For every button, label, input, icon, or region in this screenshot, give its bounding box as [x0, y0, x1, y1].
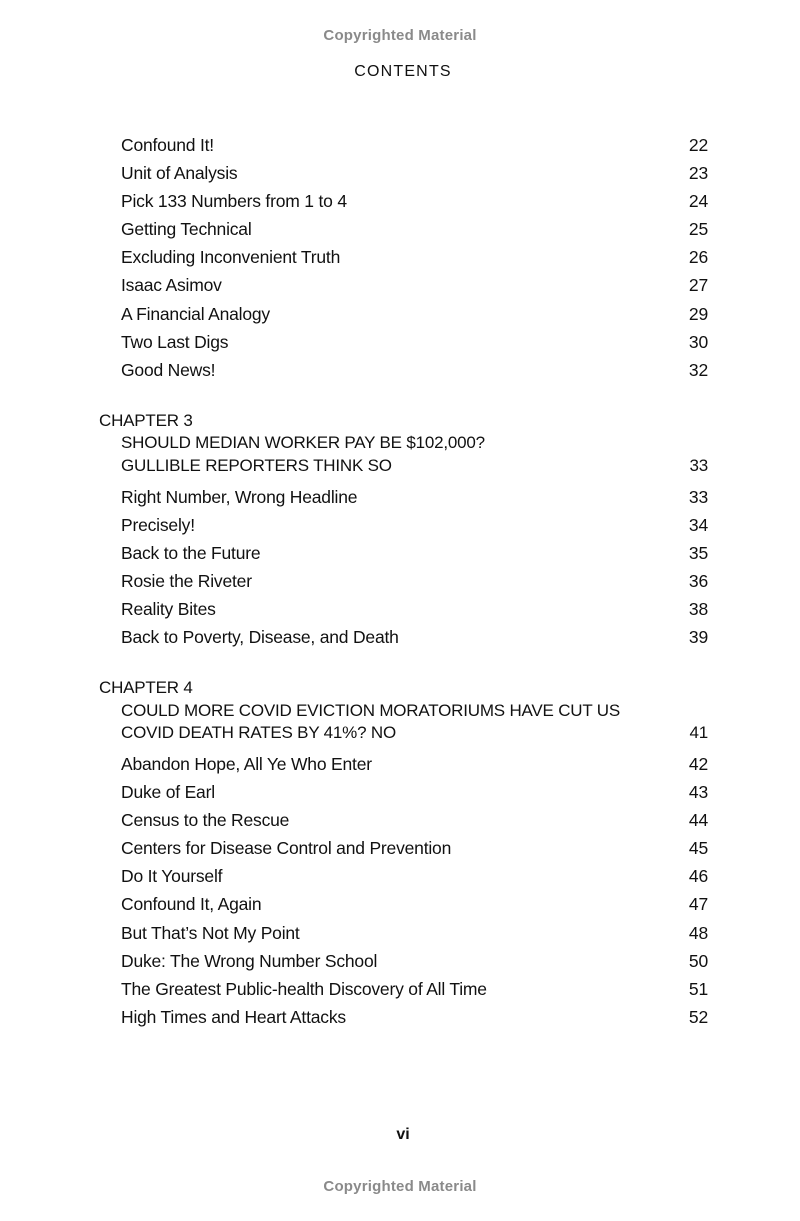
chapter-label: CHAPTER 3	[99, 410, 193, 430]
toc-entry[interactable]	[0, 834, 800, 862]
chapter-title-row[interactable]	[0, 432, 800, 455]
toc-entry-page: 24	[688, 191, 708, 212]
toc-entry[interactable]	[0, 567, 800, 595]
toc-entry[interactable]	[0, 271, 800, 299]
toc-entry-page: 22	[688, 135, 708, 155]
page-number: vi	[396, 1126, 410, 1143]
toc-entry[interactable]	[0, 862, 800, 890]
toc-entry-page: 48	[688, 922, 708, 943]
toc-entry[interactable]	[0, 947, 800, 975]
toc-entry[interactable]	[0, 483, 800, 511]
toc-entry-page: 52	[688, 1006, 708, 1027]
toc-entry[interactable]	[0, 975, 800, 1003]
toc-entry-page: 45	[688, 838, 708, 859]
toc-entry-title: Centers for Disease Control and Prevention	[121, 838, 452, 859]
toc-entry[interactable]	[0, 595, 800, 623]
toc-entry[interactable]	[0, 890, 800, 918]
chapter-title-line-1: COULD MORE COVID EVICTION MORATORIUMS HAVE CUT US	[121, 700, 620, 720]
toc-entry-page: 42	[688, 753, 708, 774]
toc-entry-title: Duke: The Wrong Number School	[121, 950, 378, 971]
toc-entry[interactable]	[0, 300, 800, 328]
toc-entry-page: 23	[688, 163, 708, 184]
toc-entry-page: 32	[688, 359, 708, 380]
toc-entry-title: Do It Yourself	[121, 866, 223, 887]
toc-entry-title: Census to the Rescue	[121, 810, 290, 831]
chapter-label: CHAPTER 4	[99, 678, 193, 698]
chapter-title-row[interactable]	[0, 722, 800, 745]
copyright-watermark-bottom: Copyrighted Material	[323, 1178, 477, 1195]
toc-entry-title: Unit of Analysis	[121, 163, 238, 184]
toc-entry[interactable]	[0, 806, 800, 834]
chapter-page: 41	[689, 723, 708, 743]
toc-entry-page: 26	[688, 247, 708, 268]
toc-entry-title: Abandon Hope, All Ye Who Enter	[121, 753, 372, 774]
chapter-page: 33	[689, 456, 708, 476]
toc-entry[interactable]	[0, 1003, 800, 1031]
toc-entry[interactable]	[0, 919, 800, 947]
toc-entry[interactable]	[0, 511, 800, 539]
toc-entry[interactable]	[0, 623, 800, 651]
toc-entry-title: Getting Technical	[121, 219, 252, 240]
toc-entry[interactable]	[0, 328, 800, 356]
toc-entry-page: 36	[688, 570, 708, 591]
toc-entry-title: Back to Poverty, Disease, and Death	[121, 627, 399, 648]
toc-entry-title: Pick 133 Numbers from 1 to 4	[121, 191, 347, 212]
toc-entry[interactable]	[0, 215, 800, 243]
toc-entry-title: Precisely!	[121, 514, 195, 535]
chapter-title-row[interactable]	[0, 700, 800, 723]
toc-entry-title: Back to the Future	[121, 542, 261, 563]
chapter-title-line-2: GULLIBLE REPORTERS THINK SO	[121, 456, 392, 476]
toc-entry[interactable]	[0, 778, 800, 806]
toc-entry-page: 25	[688, 219, 708, 240]
toc-entry[interactable]	[0, 356, 800, 384]
toc-entry[interactable]	[0, 243, 800, 271]
toc-entry-title: The Greatest Public-health Discovery of All Time	[121, 978, 487, 999]
toc-entry-page: 50	[688, 950, 708, 971]
chapter-label-row	[0, 410, 800, 433]
toc-entry-title: Rosie the Riveter	[121, 570, 252, 591]
toc-entry-title: Two Last Digs	[121, 331, 229, 352]
toc-entry[interactable]	[0, 159, 800, 187]
toc-entry-title: Right Number, Wrong Headline	[121, 486, 358, 507]
toc-entry-page: 47	[688, 894, 708, 915]
toc-entry-page: 38	[688, 599, 708, 619]
toc-entry-page: 30	[688, 331, 708, 352]
toc-entry-page: 39	[688, 627, 708, 648]
chapter-2-entries	[0, 131, 800, 384]
toc-entry[interactable]	[0, 131, 800, 159]
toc-entry-title: Duke of Earl	[121, 782, 215, 803]
toc-entry-title: A Financial Analogy	[121, 303, 270, 324]
toc-entry-page: 51	[688, 978, 708, 999]
chapter-label-row	[0, 677, 800, 700]
table-of-contents	[0, 131, 800, 1031]
toc-entry-title: Good News!	[121, 359, 216, 380]
toc-entry-title: But That’s Not My Point	[121, 922, 300, 943]
contents-heading: CONTENTS	[354, 63, 452, 80]
chapter-title-row[interactable]	[0, 455, 800, 478]
toc-entry-title: High Times and Heart Attacks	[121, 1006, 346, 1027]
toc-entry-page: 44	[688, 810, 708, 831]
toc-entry-page: 46	[688, 866, 708, 887]
toc-entry-title: Confound It, Again	[121, 894, 262, 915]
toc-entry-page: 34	[688, 514, 708, 535]
toc-entry[interactable]	[0, 187, 800, 215]
copyright-watermark-top: Copyrighted Material	[323, 27, 477, 44]
chapter-3-section	[0, 410, 800, 651]
toc-entry-page: 35	[688, 542, 708, 563]
chapter-4-section	[0, 677, 800, 1031]
toc-entry[interactable]	[0, 539, 800, 567]
toc-entry-page: 33	[688, 486, 708, 507]
toc-entry-title: Reality Bites	[121, 599, 216, 619]
chapter-title-line-2: COVID DEATH RATES BY 41%? NO	[121, 723, 396, 743]
toc-entry-title: Isaac Asimov	[121, 275, 222, 296]
toc-entry-page: 43	[688, 782, 708, 803]
toc-entry-page: 27	[688, 275, 708, 296]
toc-entry-page: 29	[688, 303, 708, 324]
chapter-title-line-1: SHOULD MEDIAN WORKER PAY BE $102,000?	[121, 433, 485, 453]
toc-entry-title: Confound It!	[121, 135, 214, 155]
toc-entry[interactable]	[0, 750, 800, 778]
toc-entry-title: Excluding Inconvenient Truth	[121, 247, 341, 268]
